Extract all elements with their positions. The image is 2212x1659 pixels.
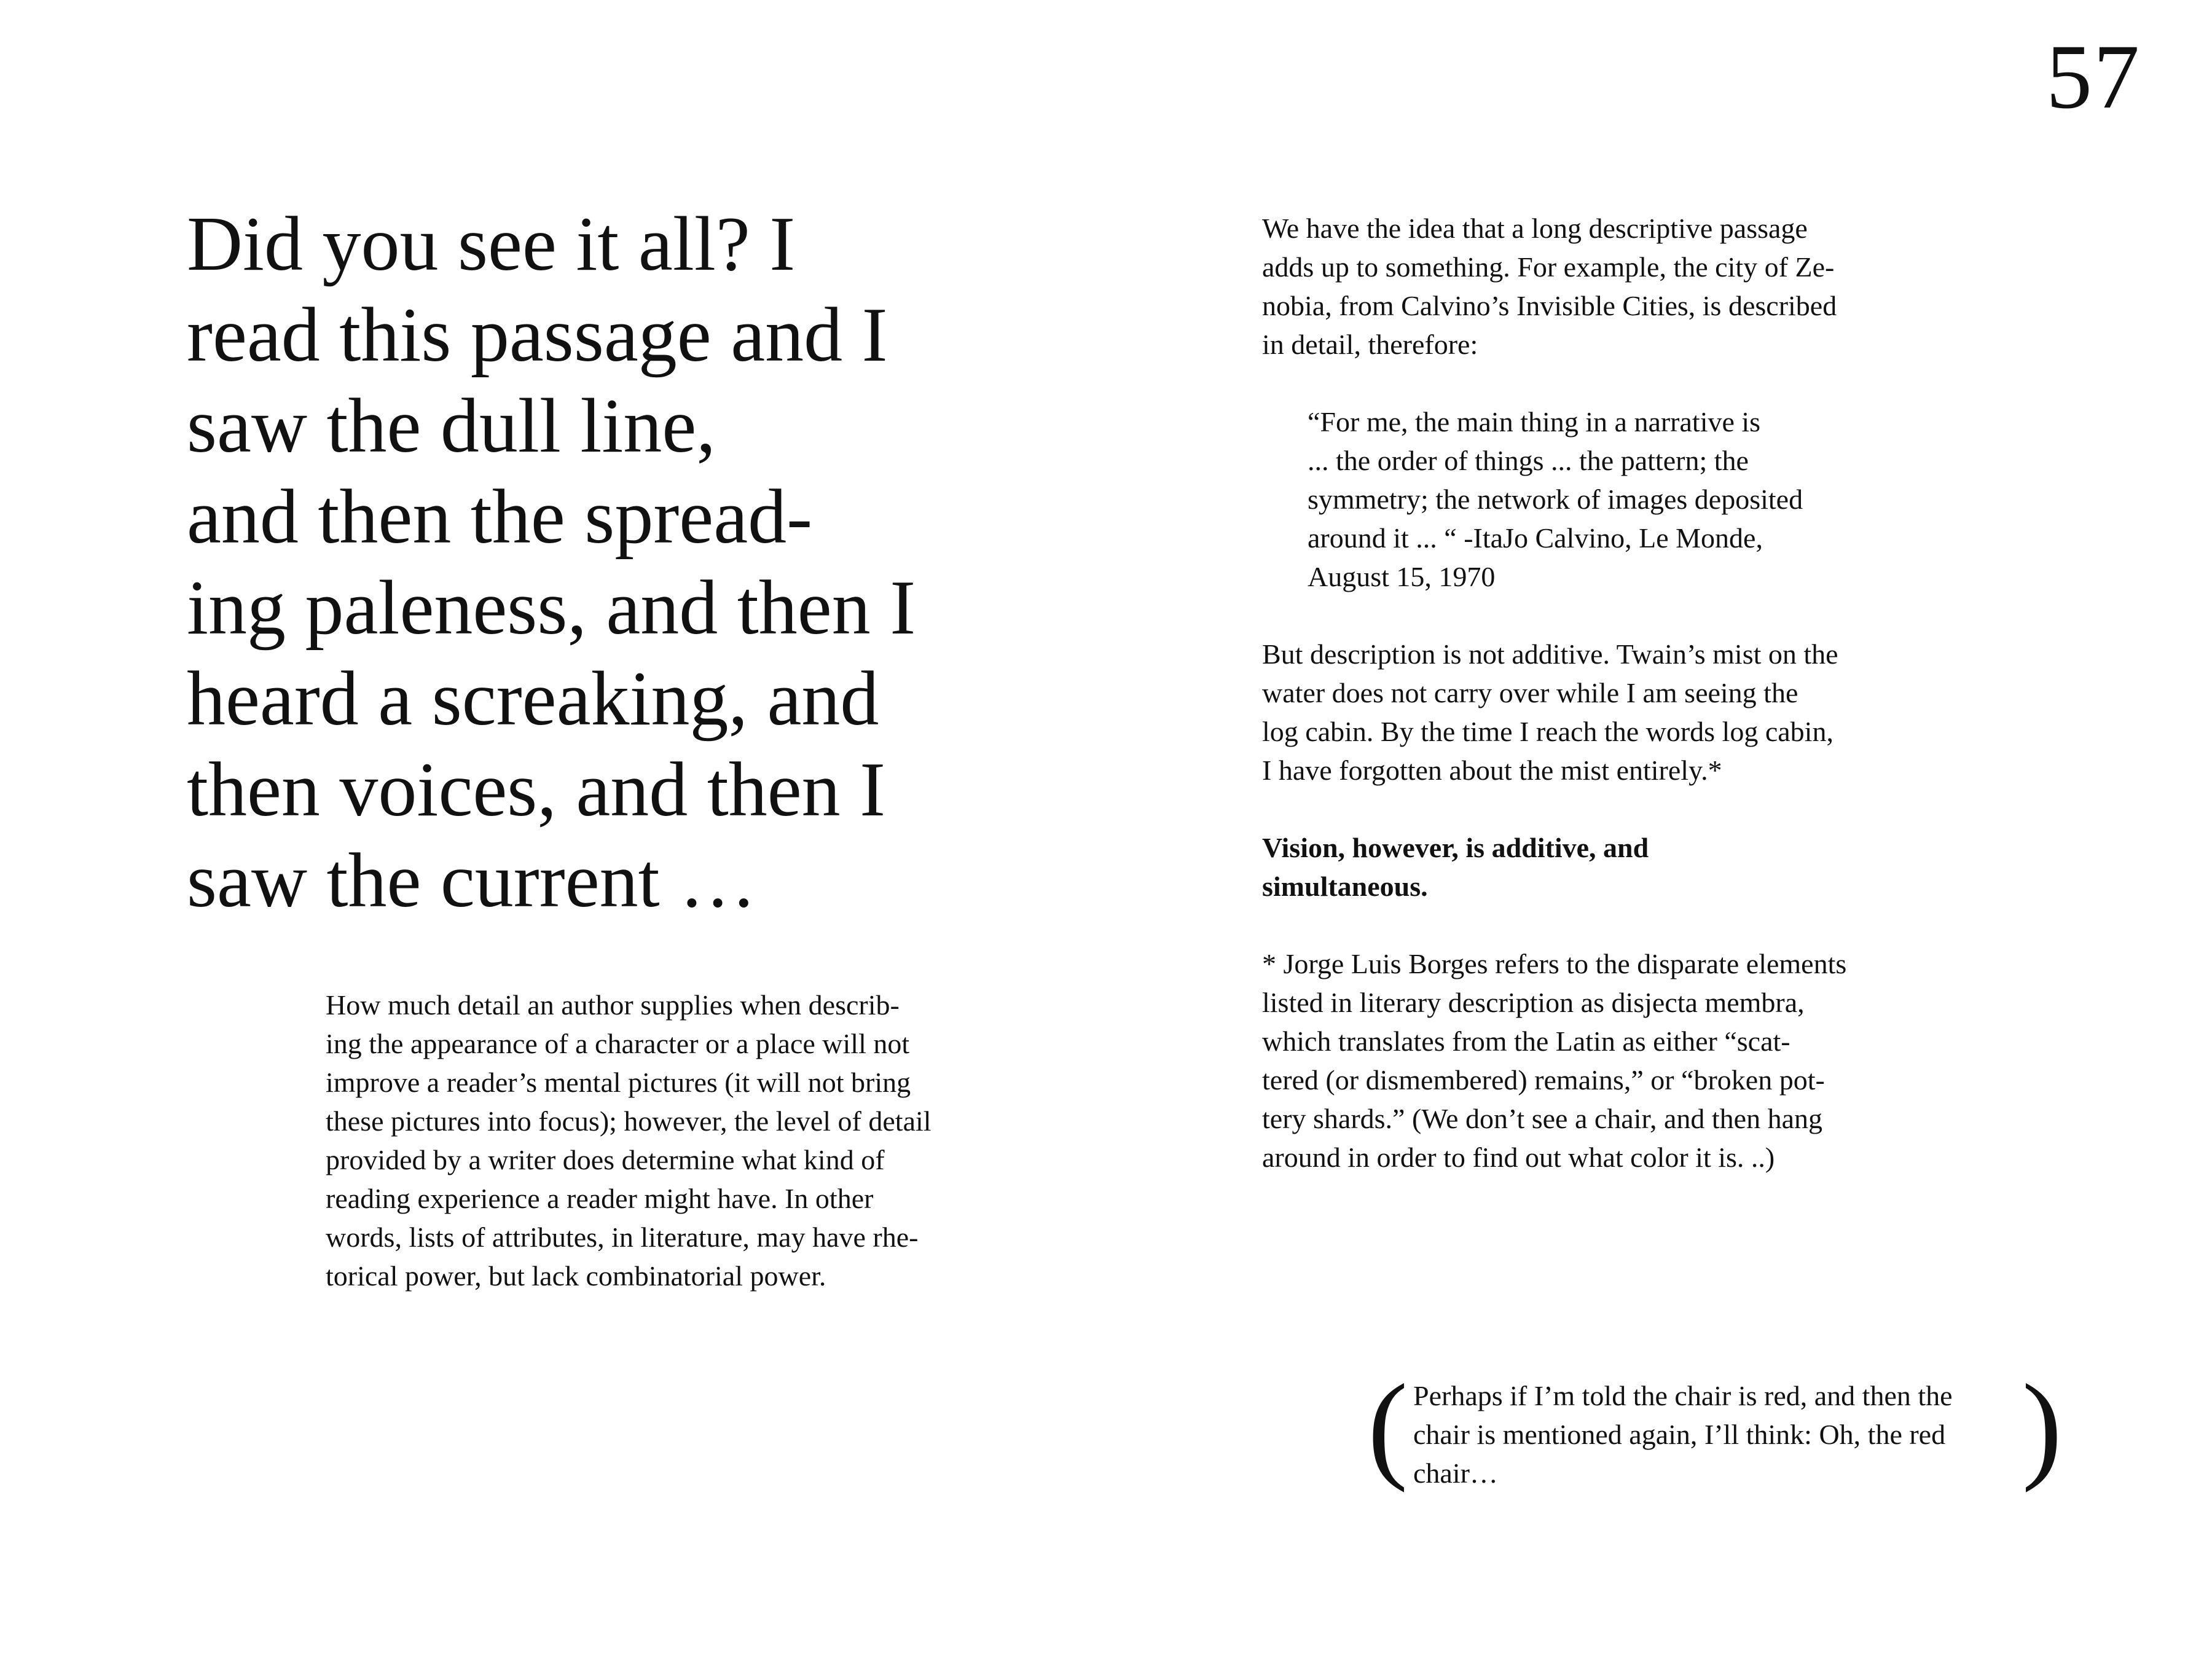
pull-quote-line: then voices, and then I	[187, 747, 886, 833]
body-line: provided by a writer does determine what kind of	[326, 1144, 885, 1175]
footnote-line: * Jorge Luis Borges refers to the disparate elements	[1262, 948, 1847, 979]
quote-line: ... the order of things ... the pattern; the	[1308, 445, 1749, 476]
pull-quote-line: saw the dull line,	[187, 383, 716, 469]
close-parenthesis: )	[2022, 1360, 2062, 1493]
quote-line: “For me, the main thing in a narrative is	[1308, 406, 1761, 437]
open-parenthesis: (	[1368, 1360, 1408, 1493]
additive-paragraph	[1262, 635, 1926, 790]
bold-line: simultaneous.	[1262, 871, 1428, 902]
pull-quote-line: saw the current …	[187, 838, 757, 924]
quote-line: around it ... “ -ItaJo Calvino, Le Monde,	[1308, 522, 1763, 554]
body-line: these pictures into focus); however, the level of detail	[326, 1105, 931, 1137]
body-line: water does not carry over while I am seeing the	[1262, 677, 1798, 708]
body-line: ing the appearance of a character or a place will not	[326, 1028, 910, 1059]
footnote-line: around in order to find out what color it is. ..)	[1262, 1142, 1775, 1173]
aside-line: chair…	[1413, 1457, 1498, 1489]
body-line: reading experience a reader might have. In other	[326, 1183, 874, 1214]
page-number: 57	[2046, 26, 2141, 128]
aside-text	[1413, 1376, 1953, 1492]
body-line: words, lists of attributes, in literature, may have rhe-	[326, 1222, 919, 1253]
footnote-paragraph	[1262, 944, 1926, 1177]
quote-line: August 15, 1970	[1308, 561, 1496, 592]
aside-line: chair is mentioned again, I’ll think: Oh, the red	[1413, 1419, 1946, 1450]
pull-quote-line: ing paleness, and then I	[187, 565, 916, 651]
footnote-line: tered (or dismembered) remains,” or “broken pot-	[1262, 1064, 1825, 1096]
body-line: torical power, but lack combinatorial power.	[326, 1260, 826, 1292]
pull-quote-line: read this passage and I	[187, 292, 888, 378]
pull-quote	[187, 199, 986, 927]
pull-quote-line: and then the spread-	[187, 474, 813, 560]
body-line: We have the idea that a long descriptive passage	[1262, 213, 1808, 244]
calvino-quote	[1308, 402, 1926, 596]
footnote-line: tery shards.” (We don’t see a chair, and then hang	[1262, 1103, 1822, 1134]
bold-line: Vision, however, is additive, and	[1262, 832, 1649, 863]
body-line: How much detail an author supplies when describ-	[326, 989, 900, 1021]
body-line: nobia, from Calvino’s Invisible Cities, is described	[1262, 290, 1837, 321]
spacer	[1262, 790, 1926, 828]
intro-paragraph	[1262, 209, 1926, 364]
body-line: adds up to something. For example, the city of Ze-	[1262, 251, 1835, 283]
body-line: But description is not additive. Twain’s mist on the	[1262, 638, 1838, 670]
quote-line: symmetry; the network of images deposited	[1308, 484, 1803, 515]
spacer	[1262, 906, 1926, 944]
footnote-line: listed in literary description as disjecta membra,	[1262, 987, 1805, 1018]
body-line: improve a reader’s mental pictures (it will not bring	[326, 1067, 911, 1098]
bold-statement	[1262, 828, 1926, 906]
aside-line: Perhaps if I’m told the chair is red, and then the	[1413, 1380, 1953, 1411]
body-line: log cabin. By the time I reach the words log cabin,	[1262, 716, 1834, 747]
right-column	[1262, 209, 1926, 1177]
pull-quote-line: heard a screaking, and	[187, 656, 879, 742]
parenthetical-aside	[1368, 1360, 2062, 1499]
footnote-line: which translates from the Latin as either “scat-	[1262, 1026, 1790, 1057]
body-line: I have forgotten about the mist entirely.*	[1262, 755, 1722, 786]
body-line: in detail, therefore:	[1262, 329, 1478, 360]
pull-quote-line: Did you see it all? I	[187, 202, 796, 287]
left-body-paragraph	[326, 986, 1026, 1295]
